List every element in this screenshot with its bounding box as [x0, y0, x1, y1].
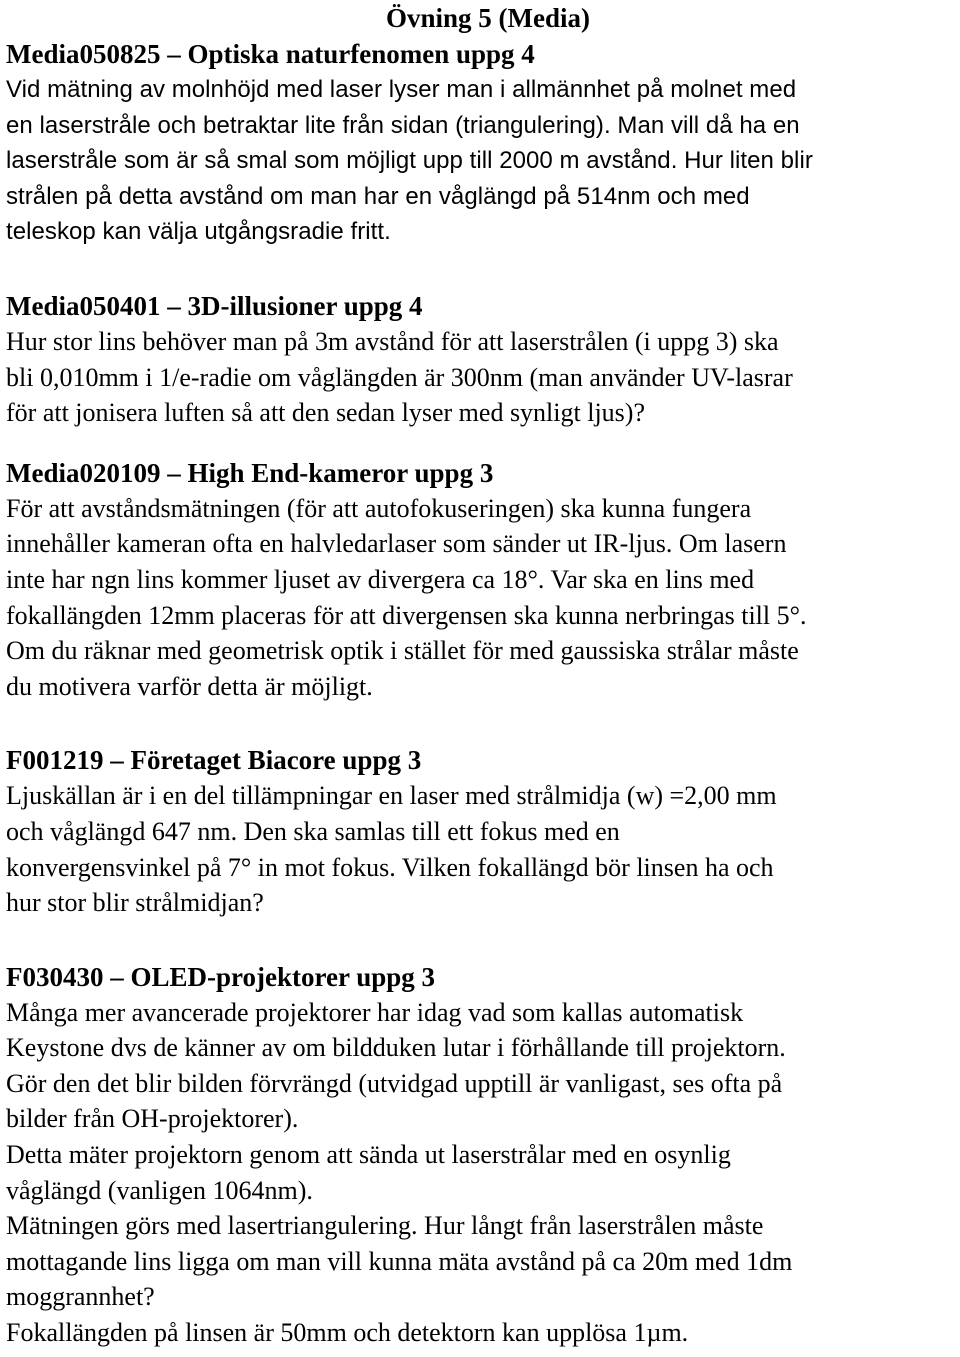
task-text-line: Keystone dvs de känner av om bildduken lutar i förhållande till projektorn.: [6, 1033, 786, 1063]
task-heading: Media020109 – High End-kameror uppg 3: [6, 457, 494, 488]
task-text-line: hur stor blir strålmidjan?: [6, 888, 264, 918]
task-text-line: Hur stor lins behöver man på 3m avstånd för att laserstrålen (i uppg 3) ska: [6, 326, 779, 356]
task-text-line: och våglängd 647 nm. Den ska samlas till ett fokus med en: [6, 816, 620, 846]
task-3d-illusioner: [6, 288, 960, 431]
task-text-line: fokallängden 12mm placeras för att divergensen ska kunna nerbringas till 5°.: [6, 600, 807, 630]
task-foretaget-biacore: [6, 742, 960, 920]
task-text-line: Detta mäter projektorn genom att sända ut laserstrålar med en osynlig: [6, 1140, 731, 1170]
task-text-line: laserstråle som är så smal som möjligt upp till 2000 m avstånd. Hur liten blir: [6, 147, 813, 175]
task-text-line: konvergensvinkel på 7° in mot fokus. Vilken fokallängd bör linsen ha och: [6, 852, 774, 882]
task-text-line: Vid mätning av molnhöjd med laser lyser man i allmännhet på molnet med: [6, 76, 797, 103]
task-text-line: bilder från OH-projektorer).: [6, 1104, 299, 1134]
task-text-line: strålen på detta avstånd om man har en våglängd på 514nm och med: [6, 182, 750, 210]
section-spacer: [6, 704, 960, 742]
task-heading: Media050401 – 3D-illusioner uppg 4: [6, 290, 423, 321]
task-text-line: Många mer avancerade projektorer har idag vad som kallas automatisk: [6, 997, 744, 1027]
section-spacer: [6, 921, 960, 959]
task-text-line: våglängd (vanligen 1064nm).: [6, 1175, 313, 1205]
task-heading: Media050825 – Optiska naturfenomen uppg 4: [6, 39, 535, 69]
task-text-line: bli 0,010mm i 1/e-radie om våglängden är 300nm (man använder UV-lasrar: [6, 362, 793, 392]
task-text-line: teleskop kan välja utgångsradie fritt.: [6, 218, 391, 246]
task-text-line: Fokallängden på linsen är 50mm och detektorn kan upplösa 1µm.: [6, 1318, 689, 1348]
task-text-line: en laserstråle och betraktar lite från sidan (triangulering). Man vill då ha en: [6, 111, 800, 139]
task-text-line: inte har ngn lins kommer ljuset av divergera ca 18°. Var ska en lins med: [6, 564, 755, 594]
task-heading: F030430 – OLED-projektorer uppg 3: [6, 961, 436, 992]
task-text-line: för att jonisera luften så att den sedan lyser med synligt ljus)?: [6, 398, 645, 428]
task-text-line: moggrannhet?: [6, 1282, 155, 1312]
task-heading: F001219 – Företaget Biacore uppg 3: [6, 745, 422, 776]
task-text-line: För att avståndsmätningen (för att autofokuseringen) ska kunna fungera: [6, 493, 752, 523]
task-text-line: mottagande lins ligga om man vill kunna mäta avstånd på ca 20m med 1dm: [6, 1246, 793, 1276]
task-text-line: Om du räknar med geometrisk optik i stället för med gaussiska strålar måste: [6, 636, 799, 666]
task-high-end-kameror: [6, 455, 960, 705]
task-text-line: Gör den det blir bilden förvrängd (utvidgad upptill är vanligast, ses ofta på: [6, 1068, 783, 1098]
section-spacer: [6, 250, 960, 288]
task-text-line: Mätningen görs med lasertriangulering. Hur långt från laserstrålen måste: [6, 1211, 764, 1241]
task-text-line: Ljuskällan är i en del tillämpningar en laser med strålmidja (w) =2,00 mm: [6, 781, 777, 811]
task-oled-projektorer: [6, 959, 960, 1351]
task-optiska-naturfenomen: [6, 36, 960, 250]
task-text-line: du motivera varför detta är möjligt.: [6, 671, 373, 701]
section-spacer: [6, 431, 960, 455]
document-title: Övning 5 (Media): [385, 3, 590, 33]
task-text-line: innehåller kameran ofta en halvledarlaser som sänder ut IR-ljus. Om lasern: [6, 529, 787, 559]
